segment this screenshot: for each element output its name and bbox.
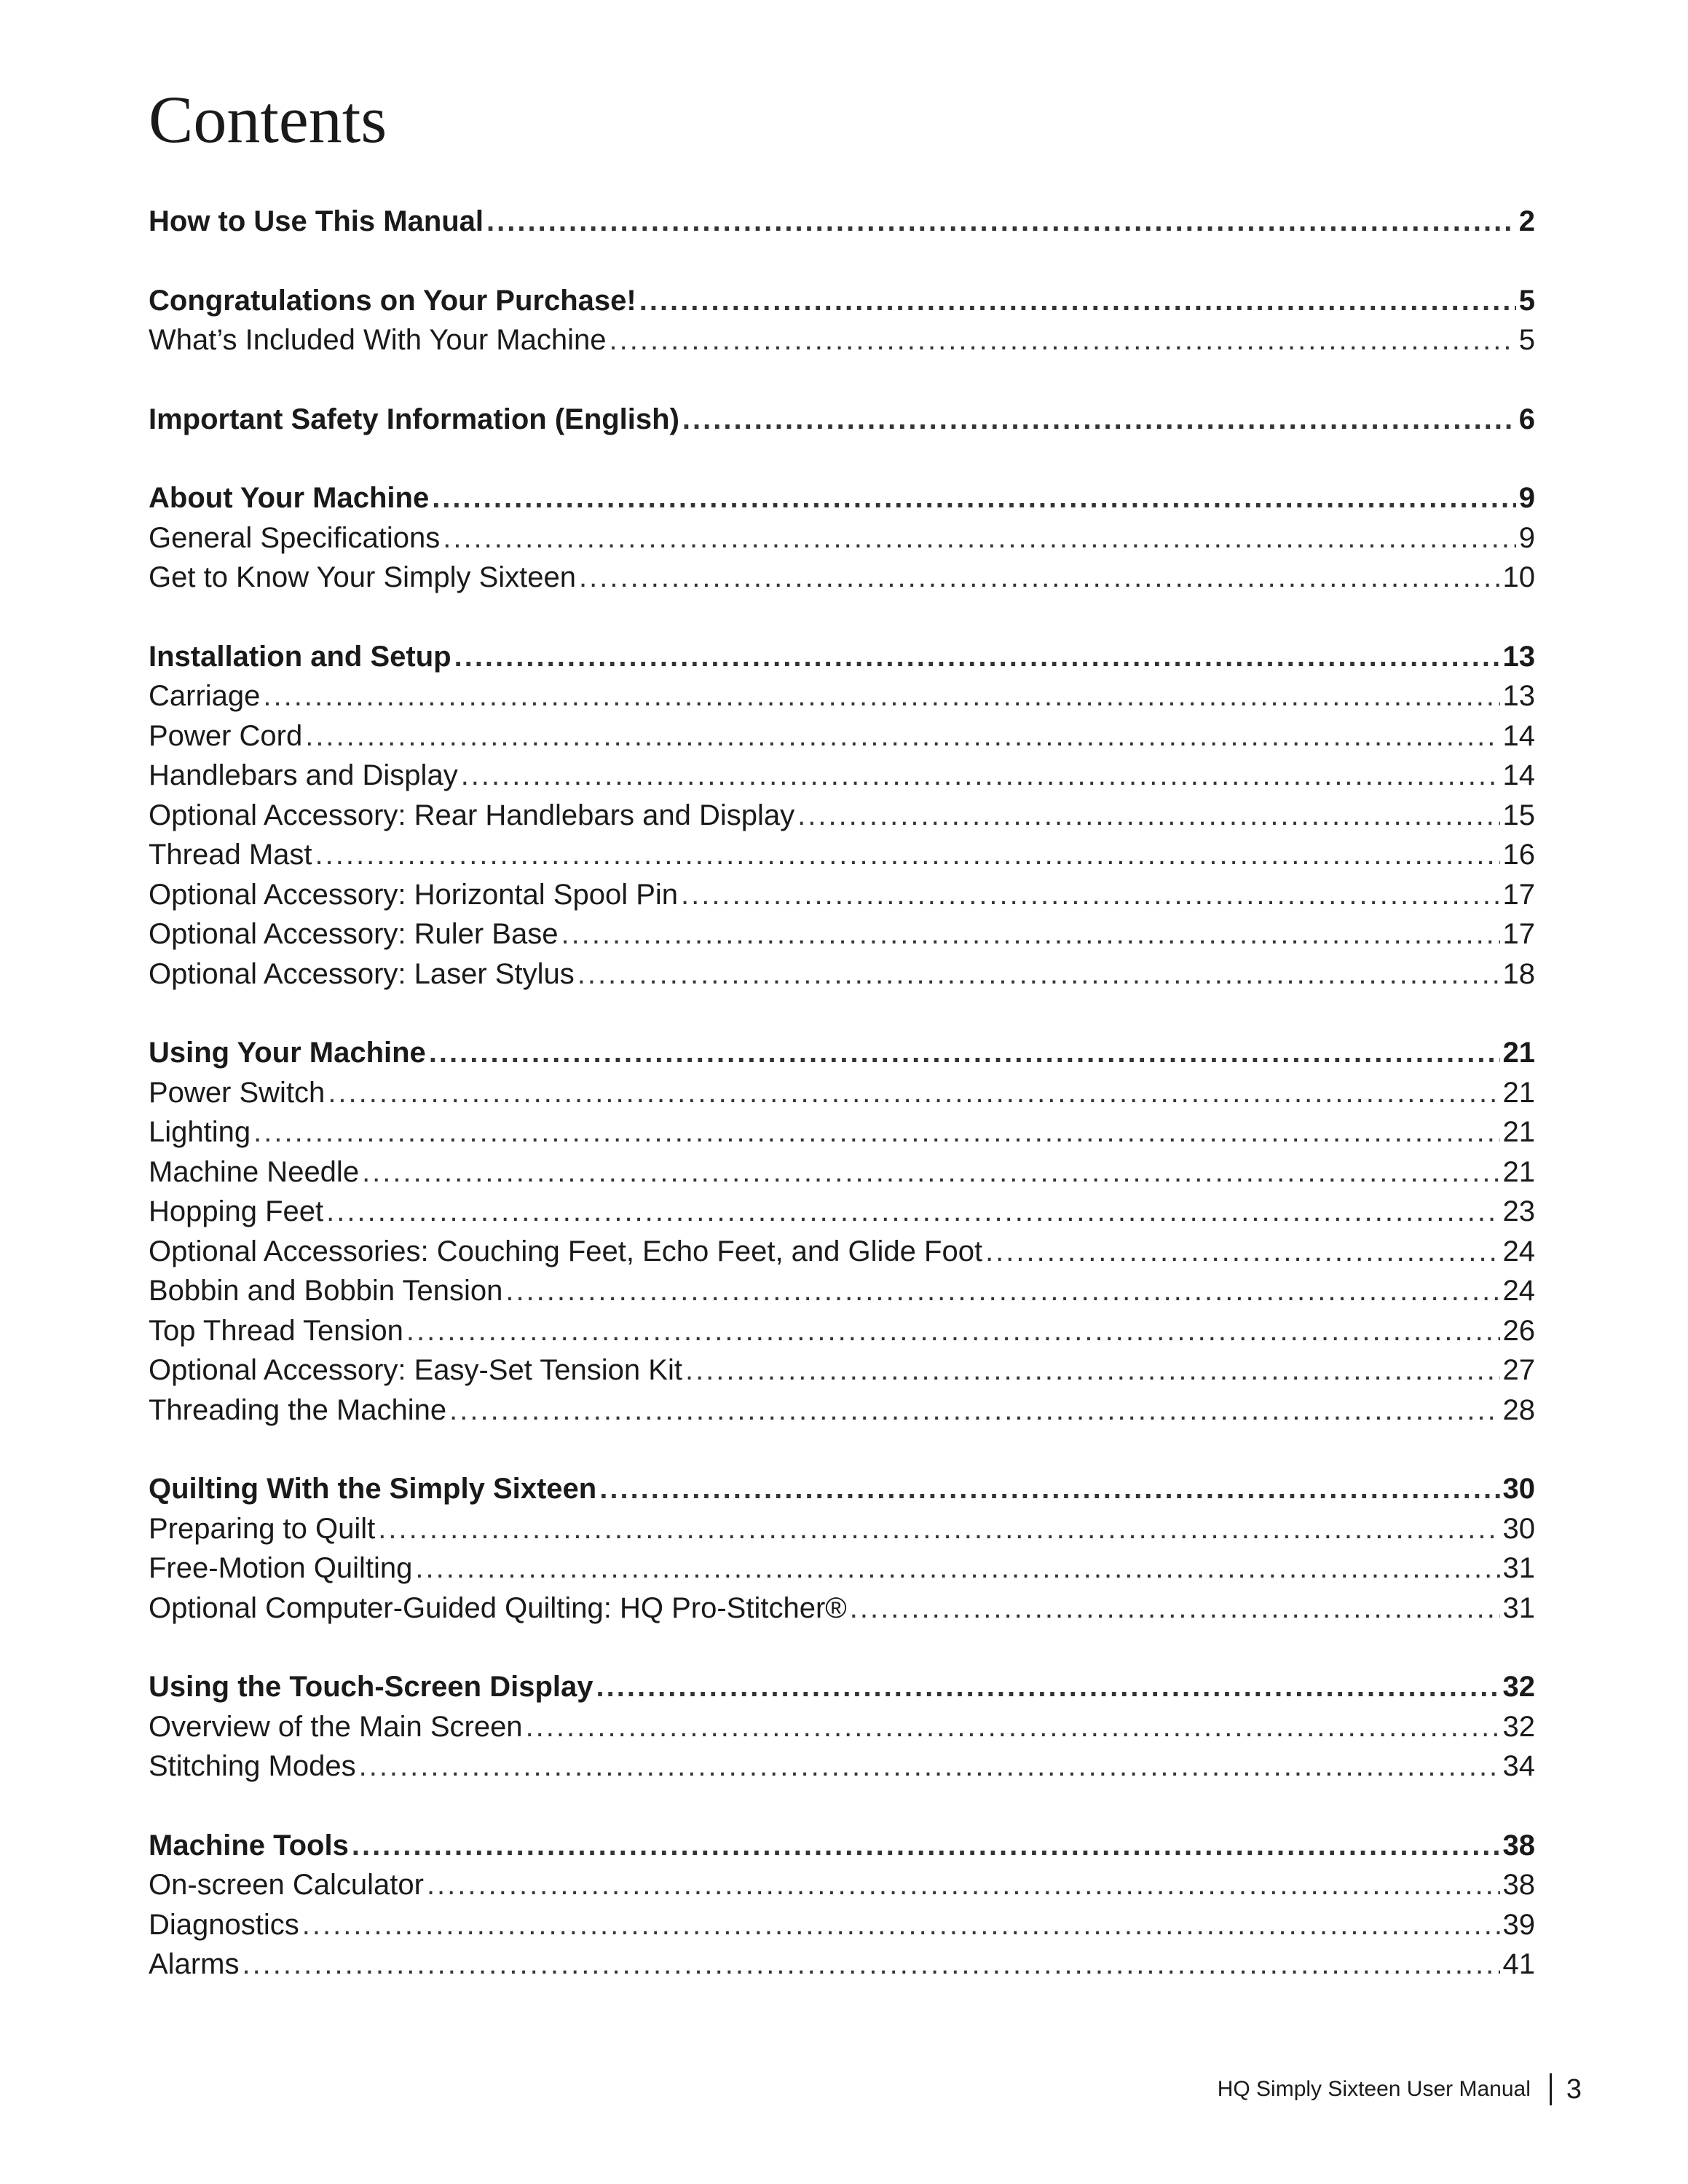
toc-entry-label: Power Switch bbox=[149, 1076, 326, 1109]
toc-subentry[interactable] bbox=[149, 1588, 1535, 1629]
toc-entry-page: 26 bbox=[1502, 1314, 1535, 1347]
toc-entry-label: Optional Accessory: Ruler Base bbox=[149, 918, 559, 950]
toc-subentry[interactable] bbox=[149, 756, 1535, 796]
toc-section bbox=[149, 1667, 1535, 1787]
toc-dot-leader bbox=[461, 756, 1500, 796]
toc-entry-page: 13 bbox=[1502, 680, 1535, 712]
toc-entry-page: 18 bbox=[1502, 957, 1535, 990]
toc-chapter-entry[interactable] bbox=[149, 202, 1535, 242]
toc-entry-page: 9 bbox=[1518, 521, 1535, 554]
toc-entry-label: Bobbin and Bobbin Tension bbox=[149, 1275, 503, 1307]
toc-subentry[interactable] bbox=[149, 1390, 1535, 1431]
toc-entry-page: 34 bbox=[1502, 1750, 1535, 1782]
toc-entry-page: 15 bbox=[1502, 799, 1535, 831]
toc-entry-page: 16 bbox=[1502, 839, 1535, 871]
toc-entry-label: Optional Accessory: Easy-Set Tension Kit bbox=[149, 1354, 682, 1386]
toc-dot-leader bbox=[526, 1707, 1500, 1747]
toc-subentry[interactable] bbox=[149, 1746, 1535, 1787]
toc-entry-label: Diagnostics bbox=[149, 1908, 299, 1941]
toc-dot-leader bbox=[579, 558, 1500, 598]
toc-dot-leader bbox=[505, 1271, 1499, 1311]
toc-entry-page: 14 bbox=[1502, 719, 1535, 752]
toc-subentry[interactable] bbox=[149, 1271, 1535, 1311]
toc-entry-page: 17 bbox=[1502, 878, 1535, 911]
toc-chapter-entry[interactable] bbox=[149, 1033, 1535, 1073]
toc-section bbox=[149, 478, 1535, 598]
toc-subentry[interactable] bbox=[149, 875, 1535, 915]
toc-dot-leader bbox=[406, 1311, 1500, 1351]
toc-subentry[interactable] bbox=[149, 1192, 1535, 1232]
toc-entry-label: What’s Included With Your Machine bbox=[149, 324, 607, 356]
toc-entry-page: 31 bbox=[1502, 1591, 1535, 1624]
toc-subentry[interactable] bbox=[149, 1509, 1535, 1549]
toc-entry-label: Using Your Machine bbox=[149, 1037, 426, 1069]
toc-entry-page: 5 bbox=[1518, 284, 1535, 317]
toc-entry-label: About Your Machine bbox=[149, 482, 430, 514]
toc-entry-label: Hopping Feet bbox=[149, 1195, 324, 1227]
toc-dot-leader bbox=[378, 1509, 1499, 1549]
toc-entry-label: Installation and Setup bbox=[149, 640, 451, 673]
toc-entry-page: 21 bbox=[1502, 1116, 1535, 1148]
toc-dot-leader bbox=[449, 1390, 1499, 1431]
toc-dot-leader bbox=[596, 1667, 1500, 1707]
toc-dot-leader bbox=[415, 1548, 1499, 1588]
toc-entry-page: 14 bbox=[1502, 759, 1535, 791]
toc-entry-label: Quilting With the Simply Sixteen bbox=[149, 1473, 597, 1505]
toc-subentry[interactable] bbox=[149, 1548, 1535, 1588]
toc-dot-leader bbox=[797, 796, 1499, 836]
toc-chapter-entry[interactable] bbox=[149, 637, 1535, 677]
toc-entry-label: Optional Accessory: Laser Stylus bbox=[149, 957, 575, 990]
toc-section bbox=[149, 1469, 1535, 1628]
toc-dot-leader bbox=[263, 676, 1499, 716]
toc-entry-page: 17 bbox=[1502, 918, 1535, 950]
toc-section bbox=[149, 1033, 1535, 1430]
footer-divider bbox=[1550, 2073, 1552, 2105]
toc-entry-label: Alarms bbox=[149, 1948, 240, 1980]
toc-entry-label: Carriage bbox=[149, 680, 261, 712]
toc-section bbox=[149, 1826, 1535, 1985]
page-footer bbox=[1218, 2068, 1582, 2111]
toc-entry-label: Congratulations on Your Purchase! bbox=[149, 284, 636, 317]
page-title: Contents bbox=[149, 82, 387, 157]
toc-dot-leader bbox=[352, 1826, 1500, 1866]
toc-entry-label: Thread Mast bbox=[149, 839, 312, 871]
toc-entry-label: Optional Accessory: Horizontal Spool Pin bbox=[149, 878, 679, 911]
toc-chapter-entry[interactable] bbox=[149, 400, 1535, 440]
toc-entry-label: General Specifications bbox=[149, 521, 441, 554]
toc-dot-leader bbox=[359, 1746, 1500, 1787]
toc-entry-page: 21 bbox=[1502, 1037, 1535, 1069]
toc-subentry[interactable] bbox=[149, 796, 1535, 836]
toc-entry-label: Optional Accessories: Couching Feet, Echo Feet, and Glide Foot bbox=[149, 1235, 983, 1267]
toc-entry-label: Stitching Modes bbox=[149, 1750, 356, 1782]
toc-entry-label: Machine Needle bbox=[149, 1155, 360, 1188]
toc-entry-label: Machine Tools bbox=[149, 1829, 349, 1861]
toc-entry-label: Optional Computer-Guided Quilting: HQ Pro-Stitcher® bbox=[149, 1591, 847, 1624]
toc-subentry[interactable] bbox=[149, 1311, 1535, 1351]
toc-subentry[interactable] bbox=[149, 1350, 1535, 1390]
toc-entry-page: 21 bbox=[1502, 1076, 1535, 1109]
toc-entry-label: Free-Motion Quilting bbox=[149, 1552, 413, 1584]
toc-chapter-entry[interactable] bbox=[149, 281, 1535, 321]
toc-section bbox=[149, 202, 1535, 242]
toc-subentry[interactable] bbox=[149, 835, 1535, 875]
toc-subentry[interactable] bbox=[149, 716, 1535, 756]
toc-entry-label: Overview of the Main Screen bbox=[149, 1710, 523, 1743]
toc-entry-page: 41 bbox=[1502, 1948, 1535, 1980]
toc-dot-leader bbox=[253, 1112, 1499, 1152]
toc-section bbox=[149, 400, 1535, 440]
toc-entry-page: 23 bbox=[1502, 1195, 1535, 1227]
toc-entry-page: 32 bbox=[1502, 1710, 1535, 1743]
toc-subentry[interactable] bbox=[149, 1905, 1535, 1945]
toc-entry-page: 32 bbox=[1502, 1671, 1535, 1703]
footer-page-number: 3 bbox=[1566, 2073, 1582, 2105]
toc-dot-leader bbox=[328, 1073, 1499, 1113]
toc-subentry[interactable] bbox=[149, 1944, 1535, 1985]
toc-dot-leader bbox=[242, 1944, 1499, 1985]
toc-dot-leader bbox=[443, 518, 1516, 558]
toc-dot-leader bbox=[302, 1905, 1500, 1945]
toc-entry-label: Preparing to Quilt bbox=[149, 1512, 376, 1545]
toc-subentry[interactable] bbox=[149, 676, 1535, 716]
toc-entry-label: Power Cord bbox=[149, 719, 303, 752]
toc-section bbox=[149, 637, 1535, 994]
toc-entry-page: 30 bbox=[1502, 1512, 1535, 1545]
toc-entry-label: Lighting bbox=[149, 1116, 251, 1148]
toc-entry-page: 28 bbox=[1502, 1393, 1535, 1426]
toc-dot-leader bbox=[685, 1350, 1500, 1390]
toc-entry-page: 31 bbox=[1502, 1552, 1535, 1584]
toc-dot-leader bbox=[599, 1469, 1499, 1509]
toc-chapter-entry[interactable] bbox=[149, 1826, 1535, 1866]
toc-entry-label: On-screen Calculator bbox=[149, 1869, 424, 1901]
toc-entry-page: 24 bbox=[1502, 1235, 1535, 1267]
toc-dot-leader bbox=[427, 1865, 1500, 1905]
toc-dot-leader bbox=[432, 478, 1516, 518]
toc-entry-page: 27 bbox=[1502, 1354, 1535, 1386]
toc-entry-label: Handlebars and Display bbox=[149, 759, 458, 791]
toc-entry-page: 10 bbox=[1502, 561, 1535, 593]
toc-subentry[interactable] bbox=[149, 954, 1535, 994]
toc-entry-label: Important Safety Information (English) bbox=[149, 403, 679, 435]
toc-chapter-entry[interactable] bbox=[149, 1469, 1535, 1509]
toc-subentry[interactable] bbox=[149, 558, 1535, 598]
toc-subentry[interactable] bbox=[149, 914, 1535, 954]
footer-manual-title: HQ Simply Sixteen User Manual bbox=[1217, 2077, 1531, 2101]
toc-entry-label: How to Use This Manual bbox=[149, 205, 484, 237]
toc-dot-leader bbox=[326, 1192, 1499, 1232]
toc-dot-leader bbox=[429, 1033, 1500, 1073]
toc-dot-leader bbox=[486, 202, 1516, 242]
toc-dot-leader bbox=[577, 954, 1500, 994]
toc-subentry[interactable] bbox=[149, 1232, 1535, 1272]
toc-entry-page: 21 bbox=[1502, 1155, 1535, 1188]
table-of-contents bbox=[149, 202, 1535, 2024]
toc-entry-page: 9 bbox=[1518, 482, 1535, 514]
toc-entry-label: Using the Touch-Screen Display bbox=[149, 1671, 593, 1703]
toc-dot-leader bbox=[315, 835, 1500, 875]
toc-entry-page: 5 bbox=[1518, 324, 1535, 356]
toc-dot-leader bbox=[454, 637, 1500, 677]
toc-dot-leader bbox=[850, 1588, 1500, 1629]
toc-dot-leader bbox=[610, 320, 1516, 360]
toc-dot-leader bbox=[985, 1232, 1499, 1272]
toc-subentry[interactable] bbox=[149, 1073, 1535, 1113]
toc-entry-label: Optional Accessory: Rear Handlebars and Display bbox=[149, 799, 795, 831]
toc-dot-leader bbox=[681, 875, 1499, 915]
toc-subentry[interactable] bbox=[149, 1152, 1535, 1192]
toc-entry-page: 24 bbox=[1502, 1275, 1535, 1307]
toc-entry-label: Threading the Machine bbox=[149, 1393, 447, 1426]
toc-dot-leader bbox=[305, 716, 1499, 756]
toc-entry-page: 38 bbox=[1502, 1829, 1535, 1861]
toc-subentry[interactable] bbox=[149, 320, 1535, 360]
toc-section bbox=[149, 281, 1535, 360]
toc-entry-page: 2 bbox=[1518, 205, 1535, 237]
toc-subentry[interactable] bbox=[149, 1865, 1535, 1905]
toc-dot-leader bbox=[362, 1152, 1499, 1192]
toc-entry-page: 38 bbox=[1502, 1869, 1535, 1901]
toc-entry-page: 30 bbox=[1502, 1473, 1535, 1505]
toc-entry-page: 6 bbox=[1518, 403, 1535, 435]
toc-entry-label: Get to Know Your Simply Sixteen bbox=[149, 561, 576, 593]
toc-subentry[interactable] bbox=[149, 1707, 1535, 1747]
toc-entry-label: Top Thread Tension bbox=[149, 1314, 403, 1347]
toc-chapter-entry[interactable] bbox=[149, 478, 1535, 518]
toc-entry-page: 39 bbox=[1502, 1908, 1535, 1941]
toc-subentry[interactable] bbox=[149, 1112, 1535, 1152]
toc-dot-leader bbox=[561, 914, 1499, 954]
toc-subentry[interactable] bbox=[149, 518, 1535, 558]
toc-dot-leader bbox=[639, 281, 1516, 321]
toc-dot-leader bbox=[682, 400, 1516, 440]
toc-entry-page: 13 bbox=[1502, 640, 1535, 673]
toc-chapter-entry[interactable] bbox=[149, 1667, 1535, 1707]
